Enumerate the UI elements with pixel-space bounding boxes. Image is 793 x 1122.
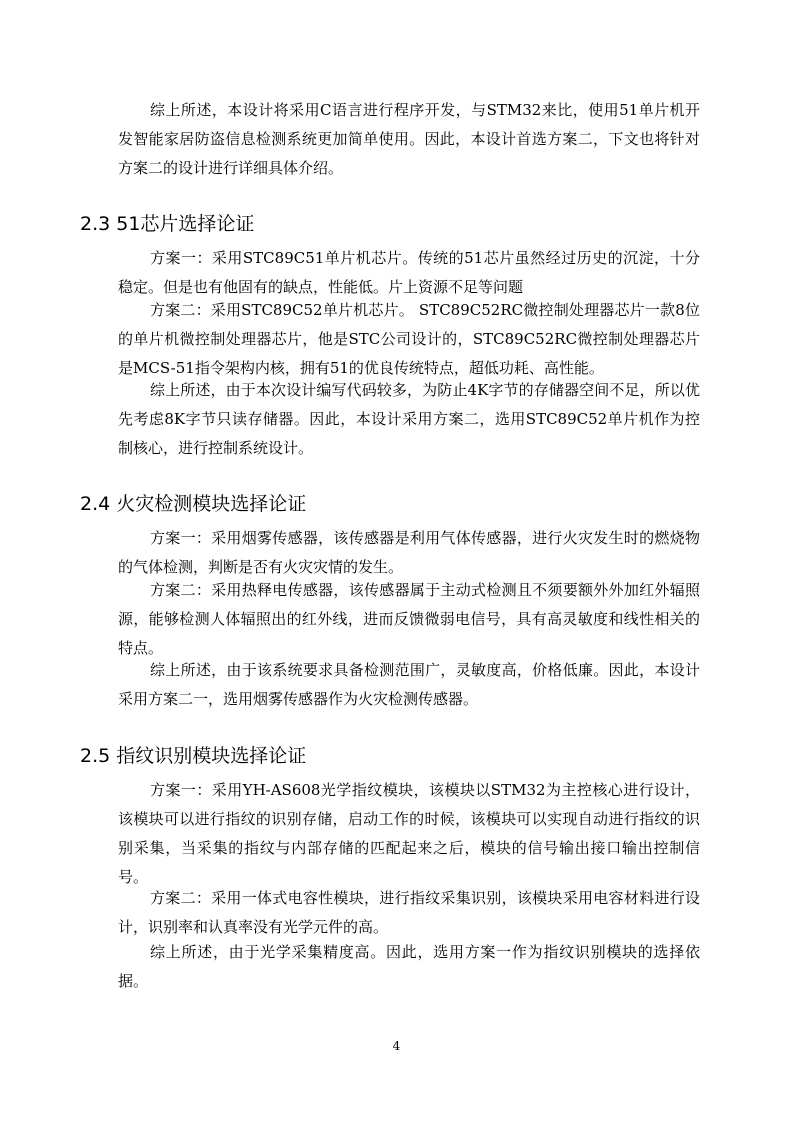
s23-plan-one-paragraph: 方案一：采用STC89C51单片机芯片。传统的51芯片虽然经过历史的沉淀，十分稳定。但是也有他固有的缺点，性能低。片上资源不足等问题 xyxy=(118,249,700,296)
page-number: 4 xyxy=(392,1039,401,1053)
s23-conclusion-paragraph: 综上所述，由于本次设计编写代码较多，为防止4K字节的存储器空间不足，所以优先考虑8K字节只读存储器。因此，本设计采用方案二，选用STC89C52单片机作为控制核心，进行控制系统设计。 xyxy=(118,381,700,457)
section-heading-2-3: 2.3 51芯片选择论证 xyxy=(80,213,255,235)
s25-plan-one-paragraph: 方案一：采用YH-AS608光学指纹模块，该模块以STM32为主控核心进行设计，该模块可以进行指纹的识别存储，启动工作的时候，该模块可以实现自动进行指纹的识别采集，当采集的指纹与内部存储的匹配起来之后，模块的信号输出接口输出控制信号。 xyxy=(118,781,700,886)
s25-conclusion-paragraph: 综上所述，由于光学采集精度高。因此，选用方案一作为指纹识别模块的选择依据。 xyxy=(118,943,700,990)
section-heading-2-5: 2.5 指纹识别模块选择论证 xyxy=(80,745,307,767)
s24-plan-one-paragraph: 方案一：采用烟雾传感器，该传感器是利用气体传感器，进行火灾发生时的燃烧物的气体检测，判断是否有火灾灾情的发生。 xyxy=(118,529,700,576)
intro-paragraph: 综上所述，本设计将采用C语言进行程序开发，与STM32来比，使用51单片机开发智能家居防盗信息检测系统更加简单使用。因此，本设计首选方案二，下文也将针对方案二的设计进行详细具体介绍。 xyxy=(118,101,700,177)
s23-plan-two-paragraph: 方案二：采用STC89C52单片机芯片。 STC89C52RC微控制处理器芯片一款8位的单片机微控制处理器芯片，他是STC公司设计的，STC89C52RC微控制处理器芯片是MCS-51指令架构内核，拥有51的优良传统特点，超低功耗、高性能。 xyxy=(118,301,700,377)
s24-conclusion-paragraph: 综上所述，由于该系统要求具备检测范围广，灵敏度高，价格低廉。因此，本设计采用方案二一，选用烟雾传感器作为火灾检测传感器。 xyxy=(118,661,700,708)
s25-plan-two-paragraph: 方案二：采用一体式电容性模块，进行指纹采集识别，该模块采用电容材料进行设计，识别率和认真率没有光学元件的高。 xyxy=(118,889,700,936)
s24-plan-two-paragraph: 方案二：采用热释电传感器，该传感器属于主动式检测且不须要额外外加红外辐照源，能够检测人体辐照出的红外线，进而反馈微弱电信号，具有高灵敏度和线性相关的特点。 xyxy=(118,581,700,657)
section-heading-2-4: 2.4 火灾检测模块选择论证 xyxy=(80,493,307,515)
